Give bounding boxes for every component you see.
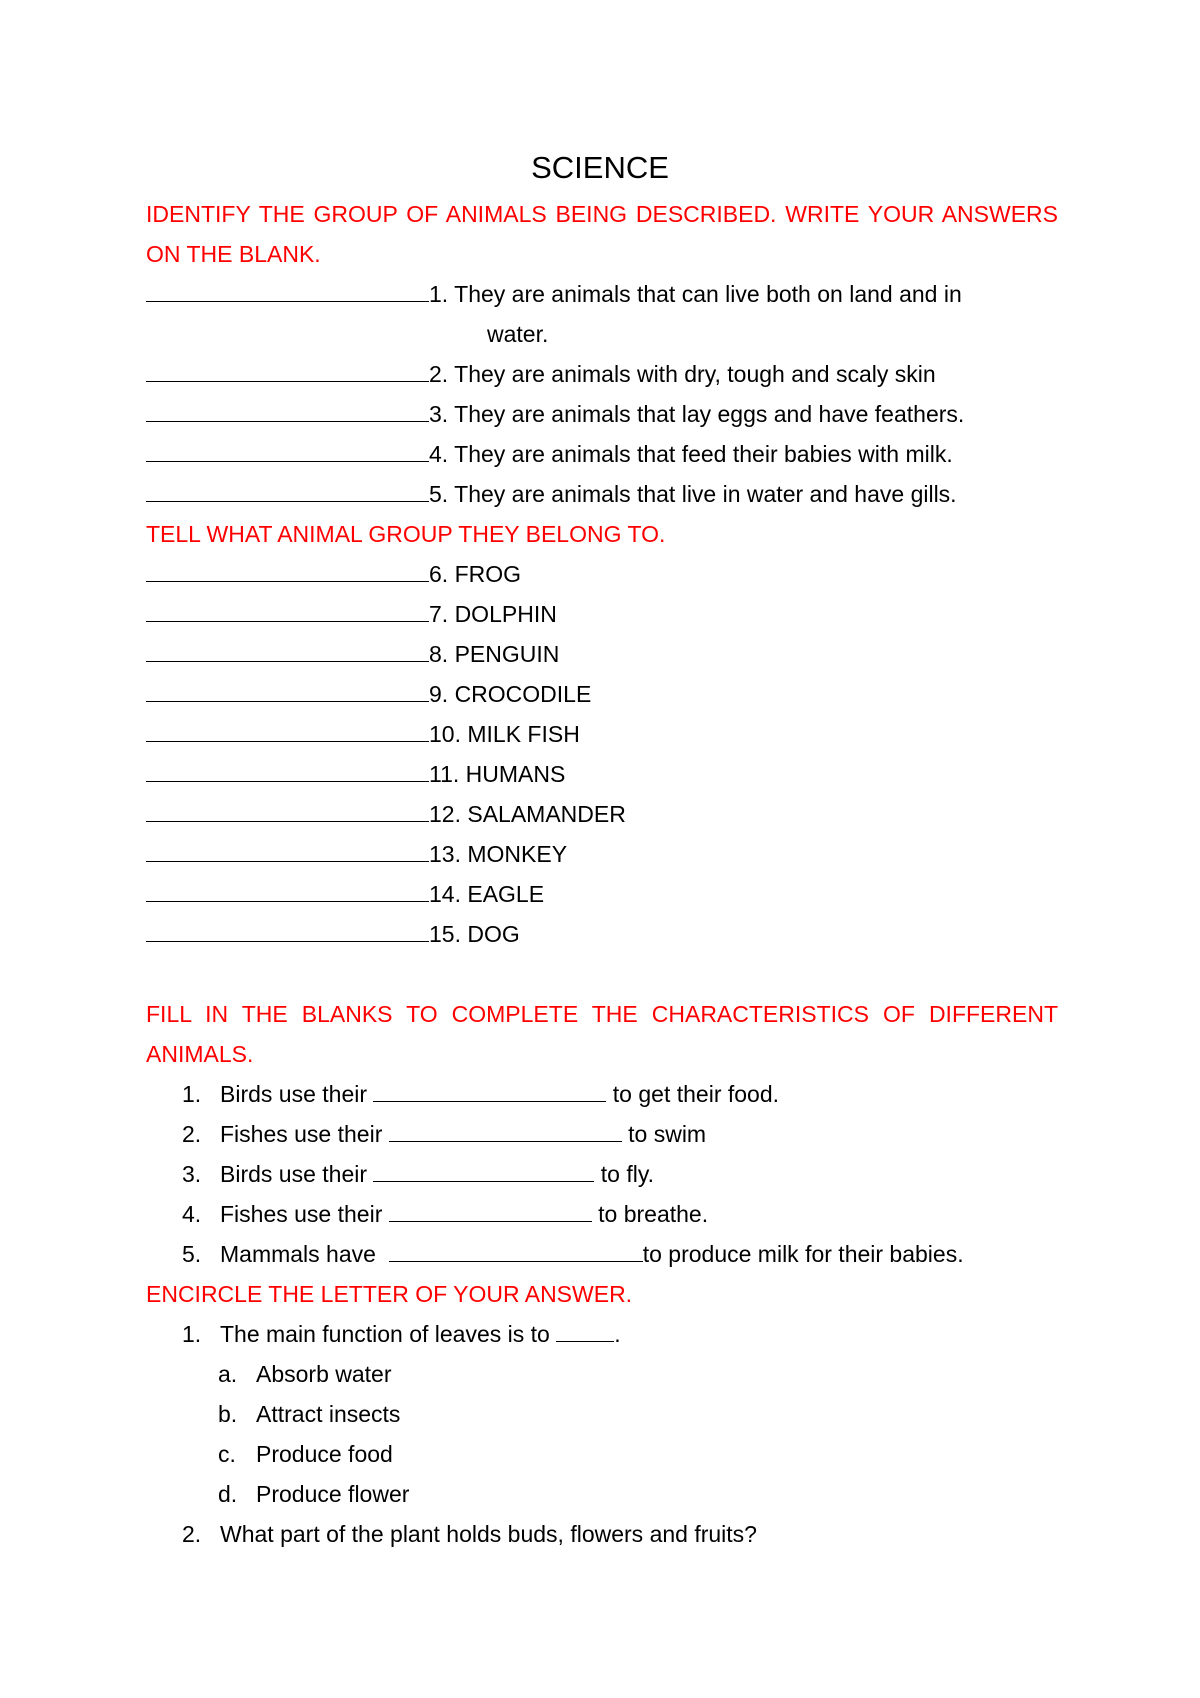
animal-label: 7. DOLPHIN bbox=[429, 601, 557, 627]
fill-blank[interactable] bbox=[389, 1119, 622, 1142]
item-number: 5. bbox=[182, 1241, 202, 1267]
item-text: 2. They are animals with dry, tough and scaly skin bbox=[429, 361, 936, 387]
section1-item-2 bbox=[146, 358, 936, 390]
fill-item bbox=[182, 1238, 964, 1270]
section2-item bbox=[146, 798, 626, 830]
choice-text: Absorb water bbox=[256, 1361, 392, 1387]
fill-item bbox=[182, 1078, 779, 1110]
fill-blank[interactable] bbox=[389, 1199, 592, 1222]
item-number: 3. bbox=[182, 1161, 202, 1187]
answer-blank[interactable] bbox=[146, 559, 429, 582]
section2-item bbox=[146, 838, 567, 870]
section1-instruction-line1: IDENTIFY THE GROUP OF ANIMALS BEING DESCRIBED. WRITE YOUR ANSWERS bbox=[146, 201, 1058, 227]
fill-blank[interactable] bbox=[373, 1079, 606, 1102]
choice-letter: a. bbox=[218, 1361, 238, 1387]
section2-item bbox=[146, 598, 557, 630]
answer-blank[interactable] bbox=[146, 639, 429, 662]
item-text: to breathe. bbox=[598, 1201, 709, 1227]
section3-instruction-line2: ANIMALS. bbox=[146, 1041, 254, 1067]
item-text: to fly. bbox=[600, 1161, 655, 1187]
answer-blank[interactable] bbox=[146, 439, 429, 462]
animal-label: 9. CROCODILE bbox=[429, 681, 592, 707]
section1-item-4 bbox=[146, 438, 953, 470]
answer-blank[interactable] bbox=[146, 279, 429, 302]
choice-b[interactable] bbox=[218, 1398, 400, 1430]
item-number: 2. bbox=[182, 1121, 202, 1147]
item-text: to get their food. bbox=[612, 1081, 780, 1107]
section2-item bbox=[146, 758, 565, 790]
page-title: SCIENCE bbox=[531, 150, 669, 185]
item-number: 1. bbox=[182, 1081, 202, 1107]
section2-item bbox=[146, 558, 521, 590]
answer-blank[interactable] bbox=[146, 599, 429, 622]
choice-text: Produce food bbox=[256, 1441, 393, 1467]
answer-blank[interactable] bbox=[146, 359, 429, 382]
answer-blank[interactable] bbox=[146, 919, 429, 942]
choice-letter: d. bbox=[218, 1481, 238, 1507]
animal-label: 15. DOG bbox=[429, 921, 520, 947]
item-text: Fishes use their bbox=[220, 1121, 383, 1147]
animal-label: 10. MILK FISH bbox=[429, 721, 580, 747]
animal-label: 14. EAGLE bbox=[429, 881, 545, 907]
choice-d[interactable] bbox=[218, 1478, 409, 1510]
item-text: Mammals have bbox=[220, 1241, 376, 1267]
section4-instruction: ENCIRCLE THE LETTER OF YOUR ANSWER. bbox=[146, 1281, 633, 1307]
item-text: 5. They are animals that live in water and have gills. bbox=[429, 481, 957, 507]
answer-blank[interactable] bbox=[146, 839, 429, 862]
item-text: 4. They are animals that feed their babies with milk. bbox=[429, 441, 953, 467]
item-text: Birds use their bbox=[220, 1081, 368, 1107]
item-text: 3. They are animals that lay eggs and have feathers. bbox=[429, 401, 965, 427]
section1-instruction-line2: ON THE BLANK. bbox=[146, 241, 321, 267]
answer-blank[interactable] bbox=[146, 399, 429, 422]
section1-item-5 bbox=[146, 478, 957, 510]
fill-blank[interactable] bbox=[556, 1319, 614, 1342]
question-text: The main function of leaves is to bbox=[220, 1321, 550, 1347]
section1-item-1-continuation: water. bbox=[487, 321, 549, 347]
section1-item-1 bbox=[146, 278, 962, 310]
section2-item bbox=[146, 878, 544, 910]
section2-item bbox=[146, 918, 520, 950]
item-number: 4. bbox=[182, 1201, 202, 1227]
animal-label: 12. SALAMANDER bbox=[429, 801, 626, 827]
animal-label: 11. HUMANS bbox=[429, 761, 566, 787]
question-suffix: . bbox=[614, 1321, 621, 1347]
answer-blank[interactable] bbox=[146, 879, 429, 902]
choice-letter: b. bbox=[218, 1401, 238, 1427]
choice-a[interactable] bbox=[218, 1358, 392, 1390]
item-text: Fishes use their bbox=[220, 1201, 383, 1227]
answer-blank[interactable] bbox=[146, 719, 429, 742]
item-text: to produce milk for their babies. bbox=[642, 1241, 964, 1267]
fill-item bbox=[182, 1158, 654, 1190]
mc-question-1 bbox=[182, 1318, 621, 1350]
animal-label: 6. FROG bbox=[429, 561, 522, 587]
question-number: 1. bbox=[182, 1321, 202, 1347]
mc-question-2 bbox=[182, 1518, 757, 1550]
fill-blank[interactable] bbox=[389, 1239, 643, 1262]
section3-instruction-line1: FILL IN THE BLANKS TO COMPLETE THE CHARACTERISTICS OF DIFFERENT bbox=[146, 1001, 1058, 1027]
section2-item bbox=[146, 638, 559, 670]
fill-blank[interactable] bbox=[373, 1159, 594, 1182]
item-text: Birds use their bbox=[220, 1161, 368, 1187]
item-text: 1. They are animals that can live both on land and in bbox=[429, 281, 962, 307]
answer-blank[interactable] bbox=[146, 799, 429, 822]
section2-instruction: TELL WHAT ANIMAL GROUP THEY BELONG TO. bbox=[146, 521, 666, 547]
section2-item bbox=[146, 718, 580, 750]
fill-item bbox=[182, 1118, 706, 1150]
answer-blank[interactable] bbox=[146, 679, 429, 702]
answer-blank[interactable] bbox=[146, 759, 429, 782]
animal-label: 13. MONKEY bbox=[429, 841, 568, 867]
section2-item bbox=[146, 678, 591, 710]
answer-blank[interactable] bbox=[146, 479, 429, 502]
choice-c[interactable] bbox=[218, 1438, 393, 1470]
animal-label: 8. PENGUIN bbox=[429, 641, 560, 667]
choice-letter: c. bbox=[218, 1441, 236, 1467]
fill-item bbox=[182, 1198, 708, 1230]
section1-item-3 bbox=[146, 398, 964, 430]
choice-text: Produce flower bbox=[256, 1481, 410, 1507]
item-text: to swim bbox=[628, 1121, 707, 1147]
question-number: 2. bbox=[182, 1521, 202, 1547]
choice-text: Attract insects bbox=[256, 1401, 401, 1427]
question-text: What part of the plant holds buds, flowers and fruits? bbox=[220, 1521, 757, 1547]
